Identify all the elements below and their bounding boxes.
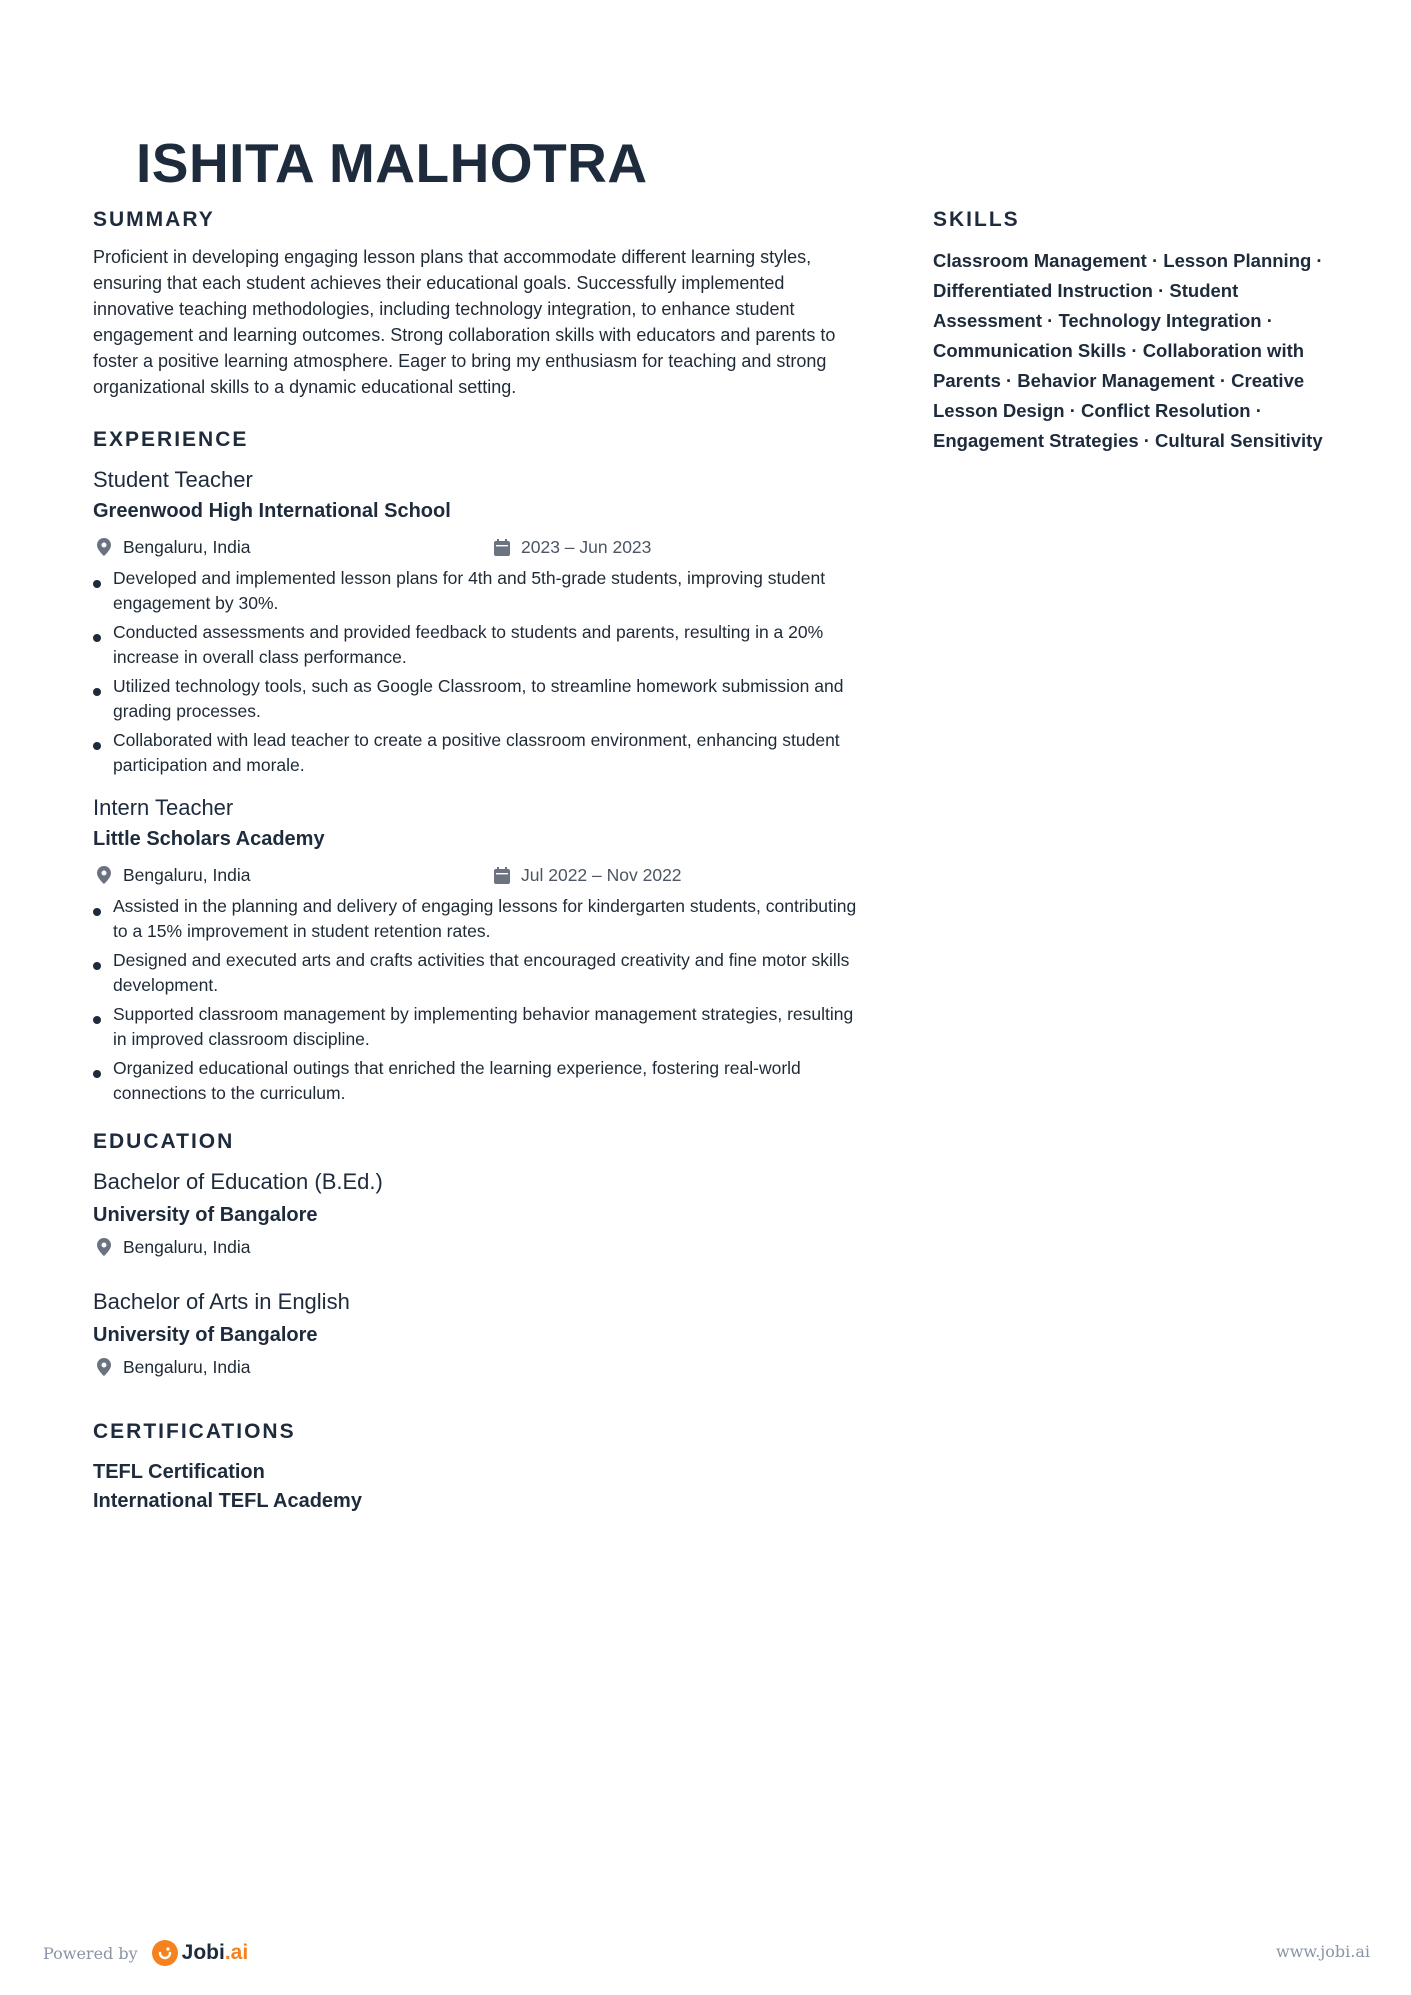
education-location xyxy=(93,1356,491,1378)
bullet-text: Designed and executed arts and crafts activities that encouraged creativity and fine motor skills development. xyxy=(113,950,850,995)
section-title-skills: SKILLS xyxy=(933,208,1020,231)
bullet-text: Supported classroom management by implementing behavior management strategies, resulting in improved classroom discipline. xyxy=(113,1004,854,1049)
education-location xyxy=(93,1236,491,1258)
candidate-name: ISHITA MALHOTRA xyxy=(136,132,648,194)
job-title: Intern Teacher xyxy=(93,795,234,820)
education-meta xyxy=(93,1354,863,1380)
calendar-icon xyxy=(491,864,513,886)
logo-main-text: Jobi xyxy=(181,1941,225,1964)
education-section xyxy=(93,1128,863,1380)
experience-section xyxy=(93,426,863,1106)
bullet-text: Assisted in the planning and delivery of engaging lessons for kindergarten students, contributing to a 15% improvement in student retention rates. xyxy=(113,896,857,941)
bullet-dot xyxy=(93,742,101,750)
job-location xyxy=(93,536,491,558)
map-pin-icon xyxy=(93,864,115,886)
bullet-text: Collaborated with lead teacher to create a positive classroom environment, enhancing student participation and morale. xyxy=(113,730,840,775)
job-meta xyxy=(93,534,863,560)
company-name: Greenwood High International School xyxy=(93,500,451,522)
job-dates xyxy=(491,864,682,886)
summary-section xyxy=(93,206,863,400)
list-item xyxy=(93,1002,863,1052)
certification-org: International TEFL Academy xyxy=(93,1490,362,1512)
job-meta xyxy=(93,862,863,888)
certification-name: TEFL Certification xyxy=(93,1461,265,1483)
footer-url[interactable]: www.jobi.ai xyxy=(1276,1942,1370,1961)
education-entry xyxy=(93,1166,863,1260)
bullet-dot xyxy=(93,688,101,696)
education-meta xyxy=(93,1234,863,1260)
bullet-dot xyxy=(93,962,101,970)
degree-name: Bachelor of Arts in English xyxy=(93,1289,350,1314)
list-item xyxy=(93,566,863,616)
logo-accent-text: .ai xyxy=(224,1941,249,1964)
school-name: University of Bangalore xyxy=(93,1204,318,1226)
bullet-dot xyxy=(93,908,101,916)
list-item xyxy=(93,728,863,778)
list-item xyxy=(93,620,863,670)
list-item xyxy=(93,1056,863,1106)
skills-section xyxy=(933,206,1323,456)
education-location-text: Bengaluru, India xyxy=(123,1236,251,1257)
list-item xyxy=(93,894,863,944)
job-entry xyxy=(93,464,863,778)
summary-text: Proficient in developing engaging lesson plans that accommodate different learning styles, ensuring that each student achieves their educational goals. Successfully implemented innovative teaching methodologies, including technology integration, to enhance student engagement and learning outcomes. Strong collaboration skills with educators and parents to foster a positive learning atmosphere. Eager to bring my enthusiasm for teaching and strong organizational skills to a dynamic educational setting. xyxy=(93,247,836,397)
skills-list: Classroom Management · Lesson Planning · Differentiated Instruction · Student Assessment · Technology Integration · Communication Skills · Collaboration with Parents · Behavior Management · Creative Lesson Design · Conflict Resolution · Engagement Strategies · Cultural Sensitivity xyxy=(933,250,1323,451)
section-title-certifications: CERTIFICATIONS xyxy=(93,1420,296,1443)
job-bullets xyxy=(93,894,863,1106)
job-location-text: Bengaluru, India xyxy=(123,536,251,557)
main-column xyxy=(93,206,863,1516)
section-title-summary: SUMMARY xyxy=(93,208,215,231)
section-title-experience: EXPERIENCE xyxy=(93,428,249,451)
bullet-text: Organized educational outings that enriched the learning experience, fostering real-world connections to the curriculum. xyxy=(113,1058,801,1103)
section-title-education: EDUCATION xyxy=(93,1130,235,1153)
map-pin-icon xyxy=(93,1356,115,1378)
bullet-text: Developed and implemented lesson plans for 4th and 5th-grade students, improving student engagement by 30%. xyxy=(113,568,826,613)
school-name: University of Bangalore xyxy=(93,1324,318,1346)
job-dates-text: Jul 2022 – Nov 2022 xyxy=(521,864,682,885)
powered-by-text: Powered by xyxy=(43,1943,138,1963)
certifications-section xyxy=(93,1418,863,1516)
job-dates xyxy=(491,536,651,558)
education-location-text: Bengaluru, India xyxy=(123,1356,251,1377)
degree-name: Bachelor of Education (B.Ed.) xyxy=(93,1169,383,1194)
map-pin-icon xyxy=(93,536,115,558)
bullet-dot xyxy=(93,1016,101,1024)
job-bullets xyxy=(93,566,863,778)
job-entry xyxy=(93,792,863,1106)
jobi-logo-icon xyxy=(152,1940,178,1966)
sidebar-column xyxy=(933,206,1323,456)
job-dates-text: 2023 – Jun 2023 xyxy=(521,536,652,557)
bullet-dot xyxy=(93,1070,101,1078)
job-location-text: Bengaluru, India xyxy=(123,864,251,885)
job-location xyxy=(93,864,491,886)
bullet-text: Conducted assessments and provided feedback to students and parents, resulting in a 20% increase in overall class performance. xyxy=(113,622,824,667)
bullet-dot xyxy=(93,580,101,588)
list-item xyxy=(93,674,863,724)
company-name: Little Scholars Academy xyxy=(93,828,325,850)
jobi-logo-wordmark[interactable] xyxy=(182,1941,249,1965)
job-title: Student Teacher xyxy=(93,467,253,492)
footer-powered-by xyxy=(43,1940,248,1966)
bullet-dot xyxy=(93,634,101,642)
education-entry xyxy=(93,1286,863,1380)
list-item xyxy=(93,948,863,998)
calendar-icon xyxy=(491,536,513,558)
bullet-text: Utilized technology tools, such as Google Classroom, to streamline homework submission and grading processes. xyxy=(113,676,844,721)
map-pin-icon xyxy=(93,1236,115,1258)
